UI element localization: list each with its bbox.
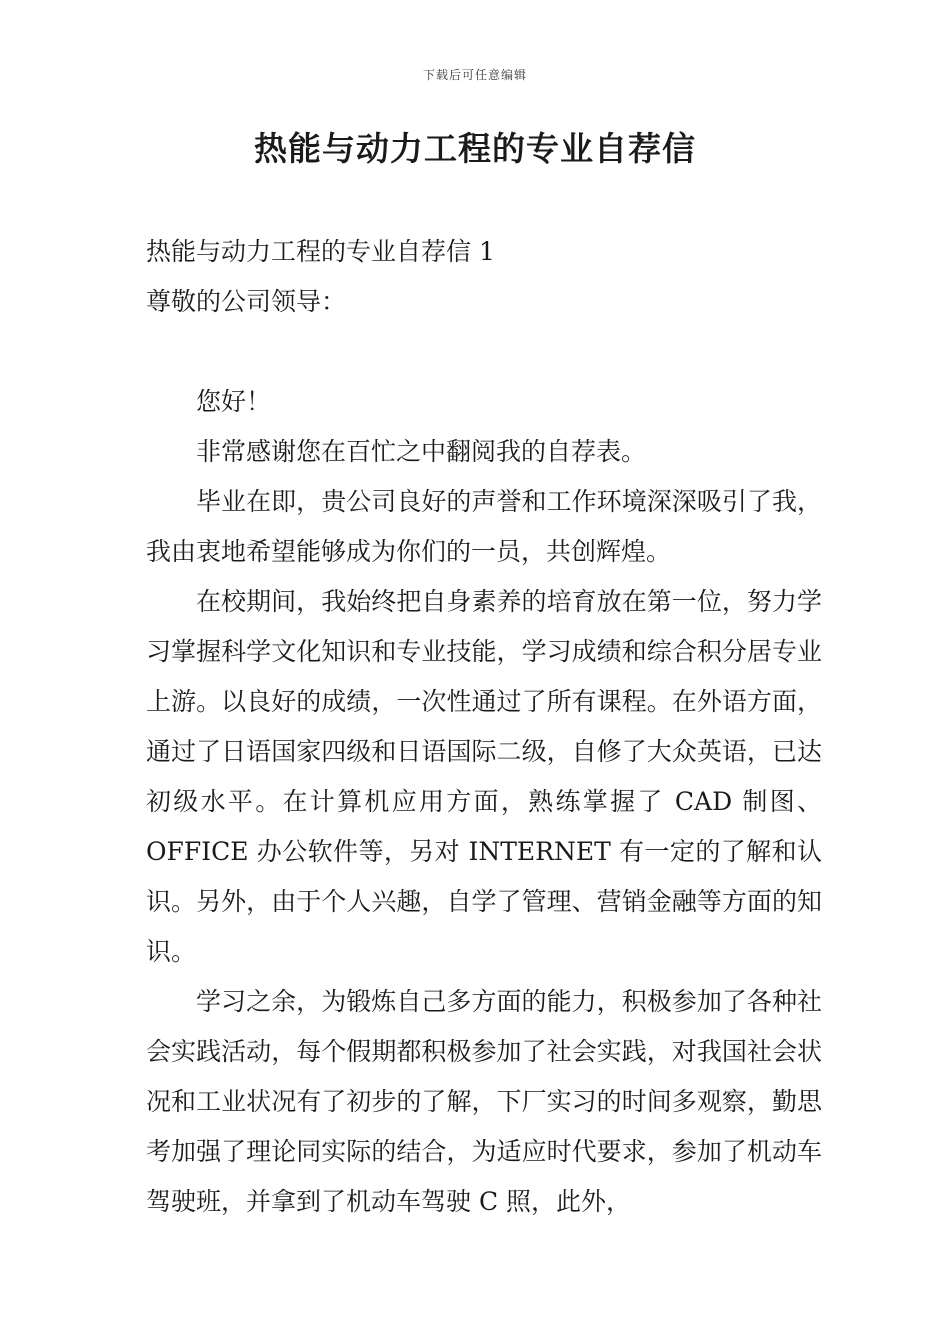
header-note: 下载后可任意编辑	[422, 68, 527, 82]
greeting-paragraph: 您好！	[196, 387, 272, 416]
thanks-paragraph: 非常感谢您在百忙之中翻阅我的自荐表。	[196, 437, 647, 466]
motivation-paragraph: 毕业在即，贵公司良好的声誉和工作环境深深吸引了我，我由衷地希望能够成为你们的一员，共创辉煌。	[146, 487, 822, 566]
letter-body	[146, 227, 822, 1227]
education-paragraph: 在校期间，我始终把自身素养的培育放在第一位，努力学习掌握科学文化知识和专业技能，学习成绩和综合积分居专业上游。以良好的成绩，一次性通过了所有课程。在外语方面，通过了日语国家四级和日语国际二级，自修了大众英语，已达初级水平。在计算机应用方面，熟练掌握了 CAD 制图、OFFICE 办公软件等，另对 INTERNET 有一定的了解和认识。另外，由于个人兴趣，自学了管理、营销金融等方面的知识。	[146, 587, 822, 966]
salutation: 尊敬的公司领导：	[146, 287, 347, 316]
activities-paragraph: 学习之余，为锻炼自己多方面的能力，积极参加了各种社会实践活动，每个假期都积极参加了社会实践，对我国社会状况和工业状况有了初步的了解，下厂实习的时间多观察，勤思考加强了理论同实际的结合，为适应时代要求，参加了机动车驾驶班，并拿到了机动车驾驶 C 照，此外，	[146, 987, 822, 1216]
spacer	[146, 327, 822, 377]
document-title: 热能与动力工程的专业自荐信	[254, 129, 696, 168]
letter-subtitle: 热能与动力工程的专业自荐信 1	[146, 237, 495, 266]
